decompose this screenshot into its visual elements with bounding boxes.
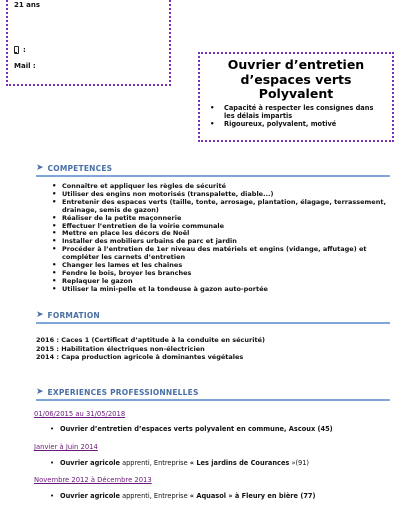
list-item: • Mettre en place les décors de Noël bbox=[52, 230, 392, 238]
list-item: • Utiliser des engins non motorisés (transpalette, diable...) bbox=[52, 191, 392, 199]
experience-item bbox=[50, 425, 333, 433]
bullet: • bbox=[50, 425, 55, 433]
competences-heading bbox=[36, 162, 112, 174]
formation-heading bbox=[36, 309, 100, 321]
experience-detail: apprenti, Entreprise bbox=[119, 492, 190, 500]
experience-item bbox=[50, 459, 309, 467]
list-item: • Utiliser la mini-pelle et la tondeuse à gazon auto-portée bbox=[52, 286, 392, 294]
mail-label: Mail : bbox=[14, 62, 36, 70]
experience-location: »(91) bbox=[289, 459, 310, 467]
job-title-line3: Polyvalent bbox=[258, 86, 334, 101]
list-item: • Fendre le bois, broyer les branches bbox=[52, 270, 392, 278]
experiences-heading-label: EXPERIENCES PROFESSIONNELLES bbox=[47, 387, 199, 397]
list-item: 2016 : Caces 1 (Certificat d’aptitude à la conduite en sécurité) bbox=[36, 336, 265, 344]
list-item: 2015 : Habilitation électriques non-électricien bbox=[36, 344, 205, 353]
bullet: • bbox=[50, 459, 55, 467]
title-bullet: • Capacité à respecter les consignes dans les délais impartis bbox=[206, 104, 386, 120]
phone-icon bbox=[14, 46, 19, 54]
age-text: 21 ans bbox=[14, 1, 41, 9]
arrow-right-icon: ➤ bbox=[36, 387, 44, 397]
experience-date: 01/06/2015 au 31/05/2018 bbox=[34, 410, 126, 418]
bullet: • bbox=[50, 492, 55, 500]
list-item: 2014 : Capa production agricole à dominantes végétales bbox=[36, 353, 244, 362]
section-divider bbox=[36, 175, 390, 177]
contact-box bbox=[6, 0, 171, 86]
list-item: • Replaquer le gazon bbox=[52, 278, 392, 286]
list-item: • Procéder à l’entretien de 1er niveau des matériels et engins (vidange, affutage) et compléter les carnets d’entretien bbox=[52, 246, 392, 262]
experience-role: Ouvrier agricole bbox=[60, 492, 120, 500]
title-bullet-list bbox=[206, 104, 386, 128]
formation-heading-label: FORMATION bbox=[47, 310, 100, 320]
phone-label: : bbox=[23, 46, 26, 54]
experience-company: « Aquasol » à Fleury en bière (77) bbox=[189, 492, 316, 500]
experience-role: Ouvrier d’entretien d’espaces verts polyvalent en commune, Ascoux (45) bbox=[60, 425, 333, 433]
experience-company: « Les jardins de Courances bbox=[189, 459, 290, 467]
list-item: • Entretenir des espaces verts (taille, tonte, arrosage, plantation, élagage, terrassement, drainage, semis de gazon) bbox=[52, 199, 392, 215]
list-item: • Connaître et appliquer les règles de sécurité bbox=[52, 183, 392, 191]
title-box bbox=[198, 52, 394, 142]
experience-detail: apprenti, Entreprise bbox=[119, 459, 190, 467]
experience-item bbox=[50, 492, 316, 500]
competences-list bbox=[52, 183, 392, 294]
arrow-right-icon: ➤ bbox=[36, 163, 44, 173]
list-item: • Effectuer l’entretien de la voirie communale bbox=[52, 223, 392, 231]
job-title-line2: d’espaces verts bbox=[240, 71, 352, 87]
experience-date: Novembre 2012 à Décembre 2013 bbox=[34, 476, 152, 484]
section-divider bbox=[36, 322, 390, 324]
arrow-right-icon: ➤ bbox=[36, 310, 44, 320]
job-title bbox=[206, 58, 386, 102]
phone-row bbox=[14, 46, 26, 54]
mail-row bbox=[14, 62, 36, 70]
list-item: • Réaliser de la petite maçonnerie bbox=[52, 215, 392, 223]
title-bullet: • Rigoureux, polyvalent, motivé bbox=[206, 120, 386, 128]
experience-date: Janvier à Juin 2014 bbox=[34, 443, 98, 451]
list-item: • Installer des mobiliers urbains de parc et jardin bbox=[52, 238, 392, 246]
section-divider bbox=[36, 399, 390, 401]
competences-heading-label: COMPETENCES bbox=[47, 163, 113, 173]
experience-role: Ouvrier agricole bbox=[60, 459, 120, 467]
experiences-heading bbox=[36, 386, 199, 398]
list-item: • Changer les lames et les chaînes bbox=[52, 262, 392, 270]
job-title-line1: Ouvrier d’entretien bbox=[227, 57, 365, 72]
formation-list bbox=[36, 336, 265, 362]
